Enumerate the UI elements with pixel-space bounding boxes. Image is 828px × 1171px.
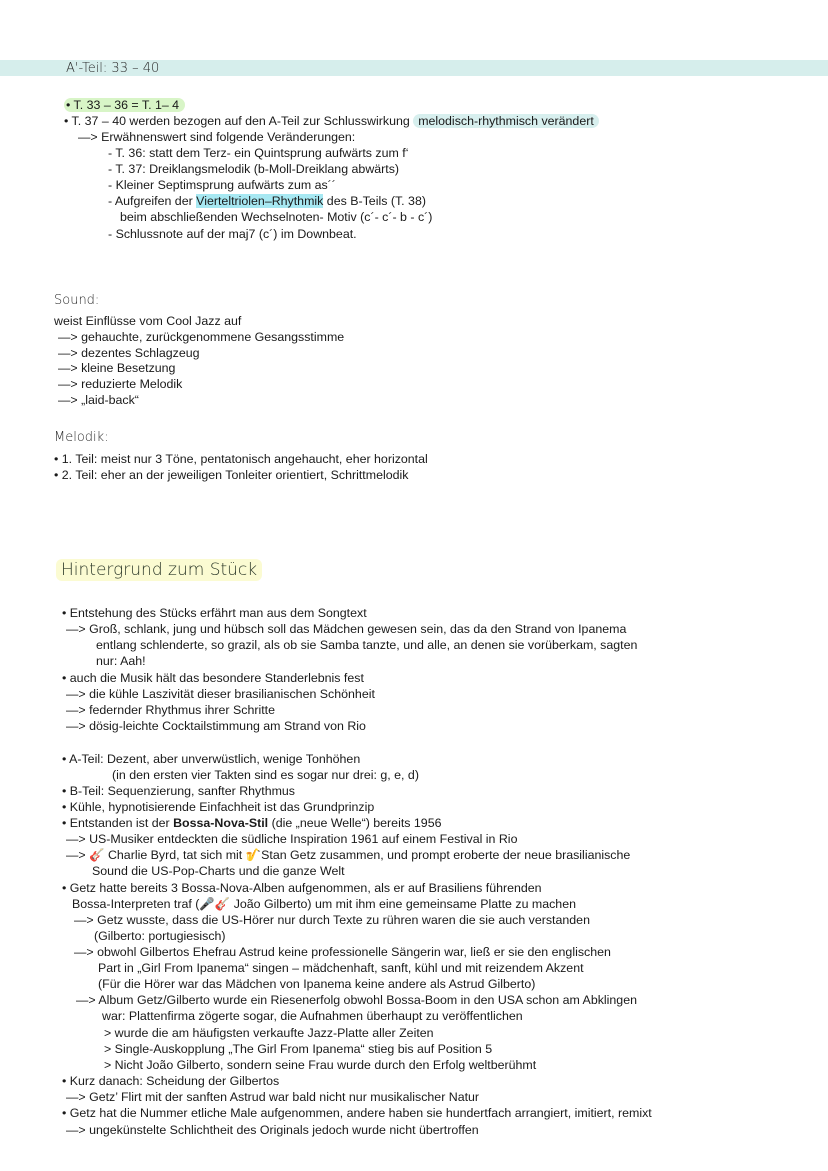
hg-line-19: —> Getz wusste, dass die US-Hörer nur durch Texte zu rühren waren die sie auch verstanden bbox=[74, 913, 590, 927]
ateil-line-2b-highlight: melodisch-rhythmisch verändert bbox=[413, 114, 599, 128]
ateil-line-6: - Kleiner Septimsprung aufwärts zum as´´ bbox=[108, 178, 336, 192]
hg-line-16: Sound die US-Pop-Charts und die ganze Welt bbox=[92, 864, 345, 878]
hg-line-21: —> obwohl Gilbertos Ehefrau Astrud keine professionelle Sängerin war, ließ er sie den englischen bbox=[74, 945, 611, 959]
hg-line-3: entlang schlenderte, so grazil, als ob sie Samba tanzte, und alle, an denen sie vorüberkam, sagten bbox=[96, 638, 638, 652]
ateil-line-2 bbox=[64, 114, 599, 129]
hg-line-11: • B-Teil: Sequenzierung, sanfter Rhythmus bbox=[62, 784, 295, 798]
hg-line-15e: Stan Getz zusammen, und prompt eroberte der neue brasilianische bbox=[261, 848, 631, 862]
hg-line-6: —> die kühle Laszivität dieser brasilianischen Schönheit bbox=[66, 687, 375, 701]
hg-line-18a: Bossa-Interpreten traf ( bbox=[72, 897, 200, 911]
ateil-line-7 bbox=[108, 194, 426, 209]
guitar-icon: 🎸 bbox=[89, 848, 105, 862]
sound-heading: Sound: bbox=[54, 293, 100, 308]
hg-line-27: > Single-Auskopplung „The Girl From Ipanema“ stieg bis auf Position 5 bbox=[104, 1042, 493, 1056]
ateil-line-8: beim abschließenden Wechselnoten- Motiv (c´- c´- b - c´) bbox=[120, 210, 433, 224]
ateil-line-1 bbox=[64, 98, 185, 113]
microphone-guitar-icon: 🎤🎸 bbox=[199, 897, 231, 911]
hg-line-4: nur: Aah! bbox=[96, 654, 146, 668]
hg-line-18 bbox=[72, 897, 576, 912]
ateil-line-1-text: • T. 33 – 36 = T. 1– 4 bbox=[64, 98, 185, 112]
saxophone-icon: 🎷 bbox=[245, 848, 262, 862]
ateil-line-3: —> Erwähnenswert sind folgende Veränderungen: bbox=[78, 130, 356, 144]
melodik-line-1: • 1. Teil: meist nur 3 Töne, pentatonisch angehaucht, eher horizontal bbox=[54, 452, 428, 466]
sound-line-1: weist Einflüsse vom Cool Jazz auf bbox=[54, 314, 242, 328]
ateil-heading: A'-Teil: 33 – 40 bbox=[66, 61, 160, 76]
hg-line-13c: (die „neue Welle“) bereits 1956 bbox=[268, 816, 442, 830]
melodik-line-2: • 2. Teil: eher an der jeweiligen Tonleiter orientiert, Schrittmelodik bbox=[54, 468, 409, 482]
melodik-heading: Melodik: bbox=[54, 430, 109, 445]
hg-line-13a: • Entstanden ist der bbox=[62, 816, 174, 830]
hg-line-17: • Getz hatte bereits 3 Bossa-Nova-Alben aufgenommen, als er auf Brasiliens führenden bbox=[62, 881, 542, 895]
hg-line-30: —> Getz’ Flirt mit der sanften Astrud war bald nicht nur musikalischer Natur bbox=[66, 1090, 480, 1104]
hg-line-12: • Kühle, hypnotisierende Einfachheit ist das Grundprinzip bbox=[62, 800, 375, 814]
hg-line-24: —> Album Getz/Gilberto wurde ein Riesenerfolg obwohl Bossa-Boom in den USA schon am Abklingen bbox=[76, 993, 637, 1007]
hg-line-20: (Gilberto: portugiesisch) bbox=[94, 929, 226, 943]
ateil-line-4: - T. 36: statt dem Terz- ein Quintsprung aufwärts zum f‘ bbox=[108, 146, 409, 160]
ateil-line-2a: • T. 37 – 40 werden bezogen auf den A-Teil zur Schlusswirkung bbox=[64, 114, 414, 128]
ateil-line-7b-highlight: Vierteltriolen–Rhythmik bbox=[196, 194, 324, 208]
hg-line-10: (in den ersten vier Takten sind es sogar nur drei: g, e, d) bbox=[112, 768, 419, 782]
ateil-line-7c: des B-Teils (T. 38) bbox=[323, 194, 426, 208]
ateil-line-7a: - Aufgreifen der bbox=[108, 194, 197, 208]
hg-line-2: —> Groß, schlank, jung und hübsch soll das Mädchen gewesen sein, das da den Strand von Ipanema bbox=[66, 622, 627, 636]
hg-line-31: • Getz hat die Nummer etliche Male aufgenommen, andere haben sie hundertfach arrangiert, imitiert, remixt bbox=[62, 1106, 652, 1120]
hg-line-32: —> ungekünstelte Schlichtheit des Originals jedoch wurde nicht übertroffen bbox=[66, 1123, 479, 1137]
hg-line-15 bbox=[66, 848, 630, 863]
sound-line-5: —> reduzierte Melodik bbox=[58, 377, 183, 391]
hg-line-26: > wurde die am häufigsten verkaufte Jazz-Platte aller Zeiten bbox=[104, 1026, 434, 1040]
hg-line-28: > Nicht João Gilberto, sondern seine Frau wurde durch den Erfolg weltberühmt bbox=[104, 1058, 537, 1072]
hg-line-18c: João Gilberto) um mit ihm eine gemeinsame Platte zu machen bbox=[230, 897, 576, 911]
hg-line-22: Part in „Girl From Ipanema“ singen – mädchenhaft, sanft, kühl und mit reizendem Akzent bbox=[98, 961, 584, 975]
hg-line-5: • auch die Musik hält das besondere Standerlebnis fest bbox=[62, 671, 364, 685]
bossa-nova-term: Bossa-Nova-Stil bbox=[173, 816, 269, 830]
sound-line-3: —> dezentes Schlagzeug bbox=[58, 346, 200, 360]
hg-line-23: (Für die Hörer war das Mädchen von Ipanema keine andere als Astrud Gilberto) bbox=[98, 977, 536, 991]
hg-line-14: —> US-Musiker entdeckten die südliche Inspiration 1961 auf einem Festival in Rio bbox=[66, 832, 518, 846]
hg-line-15c: Charlie Byrd, tat sich mit bbox=[104, 848, 246, 862]
hg-line-8: —> dösig-leichte Cocktailstimmung am Strand von Rio bbox=[66, 719, 366, 733]
sound-line-6: —> „laid-back“ bbox=[58, 393, 139, 407]
sound-line-4: —> kleine Besetzung bbox=[58, 361, 176, 375]
hg-line-29: • Kurz danach: Scheidung der Gilbertos bbox=[62, 1074, 280, 1088]
hg-line-15a: —> bbox=[66, 848, 90, 862]
sound-line-2: —> gehauchte, zurückgenommene Gesangsstimme bbox=[58, 330, 345, 344]
hg-line-1: • Entstehung des Stücks erfährt man aus dem Songtext bbox=[62, 606, 367, 620]
ateil-line-9: - Schlussnote auf der maj7 (c´) im Downbeat. bbox=[108, 227, 357, 241]
ateil-line-5: - T. 37: Dreiklangsmelodik (b-Moll-Dreiklang abwärts) bbox=[108, 162, 400, 176]
hintergrund-heading: Hintergrund zum Stück bbox=[56, 559, 262, 581]
hg-line-9: • A-Teil: Dezent, aber unverwüstlich, wenige Tonhöhen bbox=[62, 752, 361, 766]
hg-line-13 bbox=[62, 816, 441, 831]
hg-line-25: war: Plattenfirma zögerte sogar, die Aufnahmen überhaupt zu veröffentlichen bbox=[102, 1009, 523, 1023]
hg-line-7: —> federnder Rhythmus ihrer Schritte bbox=[66, 703, 276, 717]
